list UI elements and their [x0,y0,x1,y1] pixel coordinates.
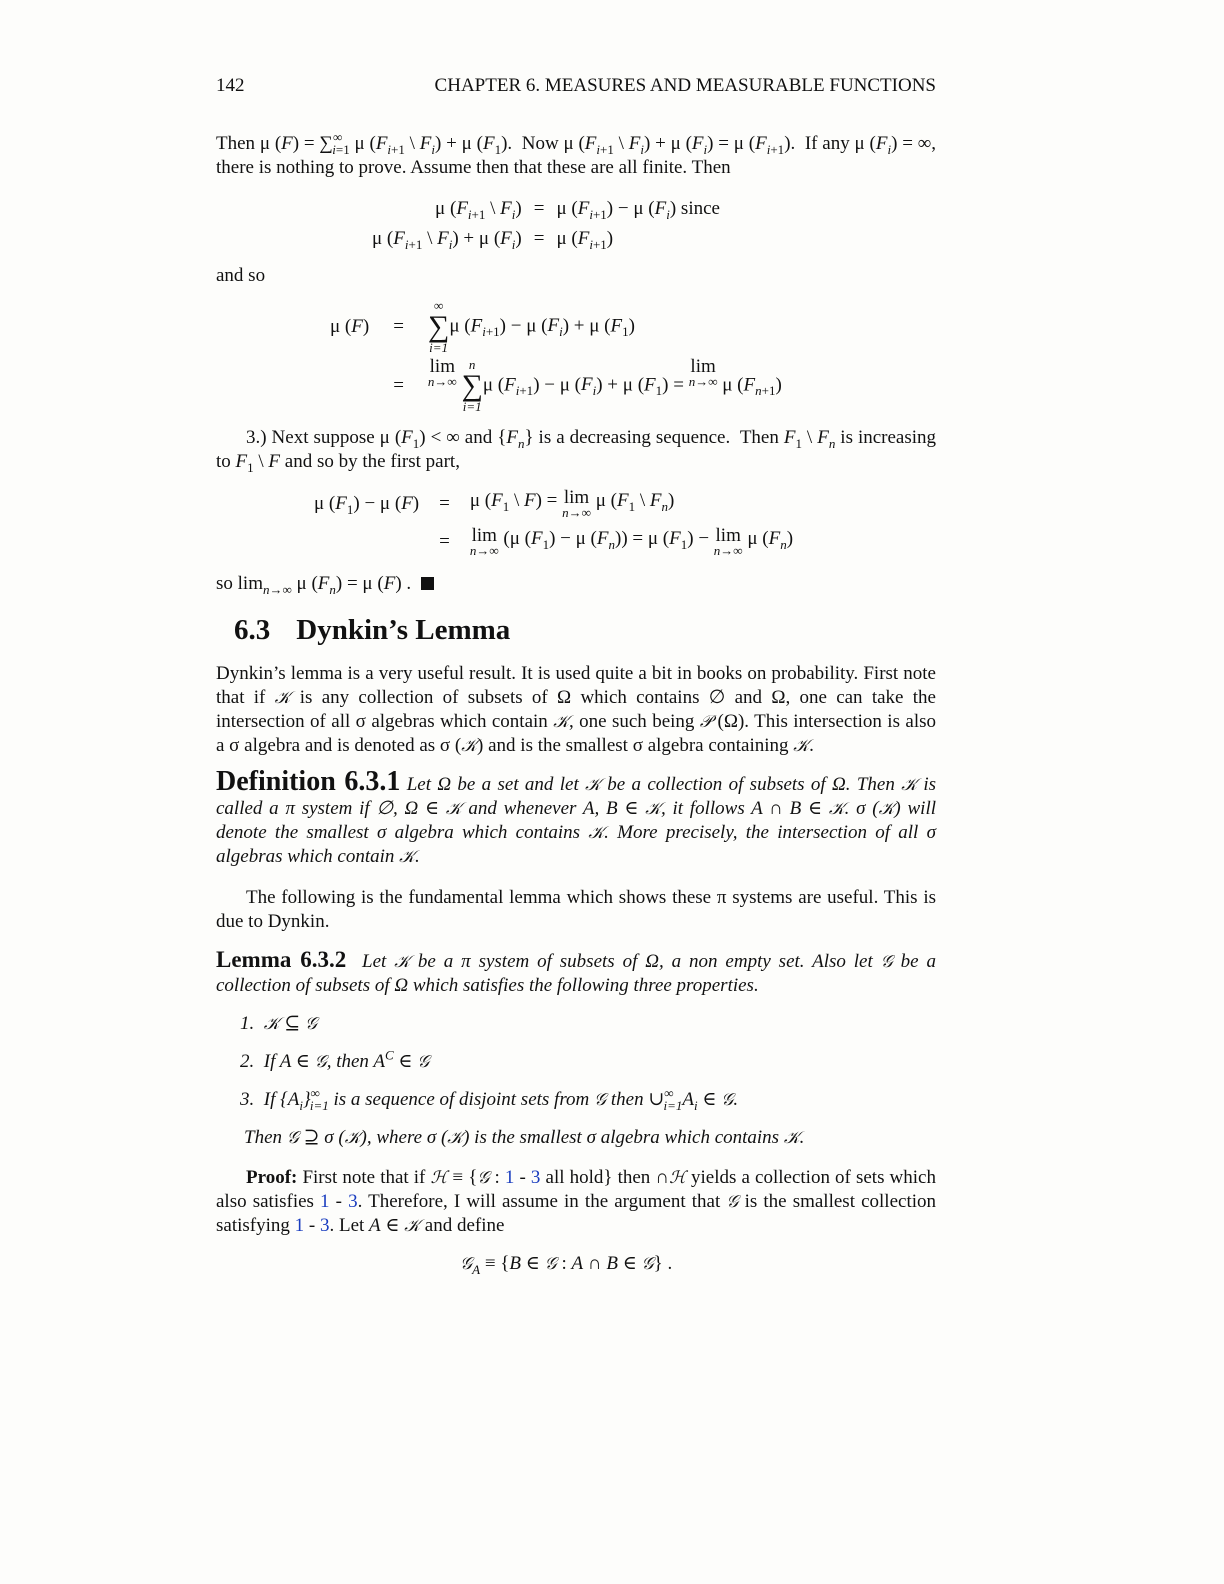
equation-GA: 𝒢$_A$ ≡ {B ∈ 𝒢 : A ∩ B ∈ 𝒢} . [460,1253,673,1277]
paragraph-following [216,886,936,934]
property-2: 2. If A ∈ 𝒢, then $A^C$ ∈ 𝒢 [240,1047,430,1072]
proof-label: Proof: [246,1167,298,1188]
lemma-label: Lemma 6.3.2 [216,947,347,972]
property-3: 3. If $\{A_i\}^\infty_{i=1}$ is a sequence of disjoint sets from 𝒢 then $\cup^\infty_{i=1}A_i$ ∈ 𝒢. [240,1085,739,1113]
conclusion-line: so $\lim_{n\to\infty} \mu$ $(F_n) = \mu$ (F) . [216,572,936,596]
running-header [216,74,936,98]
chapter-title: CHAPTER 6. MEASURES AND MEASURABLE FUNCTIONS [434,75,936,96]
equation-mu-F: μ (F) = ∞ ∑ i=1 μ $(F_{i+1}) - \mu$ $(F_i) + \mu$ $(F_1)$ = lim n→∞ n ∑ i=1 μ $(F_{i+1}) - \mu$ $(F_i) + \mu$ $(F_1)$ = lim n→∞ μ $(F_{n+1})$ [330,298,782,414]
and-so-text: and so [216,265,266,286]
page-number: 142 [216,75,245,96]
definition-label: Definition 6.3.1 [216,766,401,797]
page [216,0,936,1584]
qed-square-icon [421,577,434,590]
section-number: 6.3 [234,614,271,646]
equation-decreasing: μ $(F_1) - \mu$ (F) = μ ($F_1$ \ F) = lim n→∞ μ ($F_1$ \ $F_n$) = lim n→∞ (μ $(F_1) - \mu$ $(F_n)) = \mu$ $(F_1)$ − lim n→∞ μ $(F_n)$ [314,487,794,558]
paragraph-then: Then μ $(F) = \sum^\infty_{i=1}$ μ ($F_{i+1}$ \ $F_i) + \mu$ $(F_1)$. Now μ ($F_{i+1}$ \ $F_i) + \mu$ $(F_i) = \mu$ $(F_{i+1})$. If any μ $(F_i)$ = ∞, there is nothing to prove. Assume then that these are all finite. Then [216,129,937,178]
property-1: 1. 𝒦 ⊆ 𝒢 [240,1013,318,1034]
proof-block: Proof: First note that if ℋ ≡ {𝒢 : 1 - 3 all hold} then ∩ℋ yields a collection of sets which also satisfies 1 - 3. Therefore, I will assume in the argument that 𝒢 is the smallest collection satisfying 1 - 3. Let A ∈ 𝒦 and define [216,1167,936,1236]
paragraph-dynkin-intro: Dynkin’s lemma is a very useful result. It is used quite a bit in books on probability. First note that if 𝒦 is any collection of subsets of Ω which contains ∅ and Ω, one can take the intersection of all σ algebras which contain 𝒦, one such being 𝒫 (Ω). This intersection is also a σ algebra and is denoted as σ (𝒦) and is the smallest σ algebra containing 𝒦. [216,663,936,756]
section-heading [234,614,511,646]
paragraph-decreasing: 3.) Next suppose μ $(F_1)$ < ∞ and $\{F_n\}$ is a decreasing sequence. Then $F_1$ \ $F_n$ is increasing to $F_1$ \ F and so by the first part, [216,427,937,475]
since-word: since [680,198,720,219]
lemma-conclusion: Then 𝒢 ⊇ σ (𝒦), where σ (𝒦) is the smallest σ algebra which contains 𝒦. [244,1127,805,1148]
definition-block: Definition 6.3.1 Let Ω be a set and let 𝒦 be a collection of subsets of Ω. Then 𝒦 is called a π system if ∅, Ω ∈ 𝒦 and whenever A, B ∈ 𝒦, it follows A ∩ B ∈ 𝒦. σ (𝒦) will denote the smallest σ algebra which contains 𝒦. More precisely, the intersection of all σ algebras which contain 𝒦. [216,766,936,867]
lemma-block: Lemma 6.3.2 Let 𝒦 be a π system of subsets of Ω, a non empty set. Also let 𝒢 be a collection of subsets of Ω which satisfies the following three properties. [216,947,936,996]
equation-difference: μ ($F_{i+1}$ \ $F_i$) = μ $(F_{i+1}) - \mu$ $(F_i)$ since μ ($F_{i+1}$ \ $F_i) + \mu$ $(F_i)$ = μ $(F_{i+1})$ [372,198,720,252]
section-title: Dynkin’s Lemma [296,614,511,646]
following-text: The following is the fundamental lemma which shows these π systems are useful. This is due to Dynkin. [216,887,936,932]
